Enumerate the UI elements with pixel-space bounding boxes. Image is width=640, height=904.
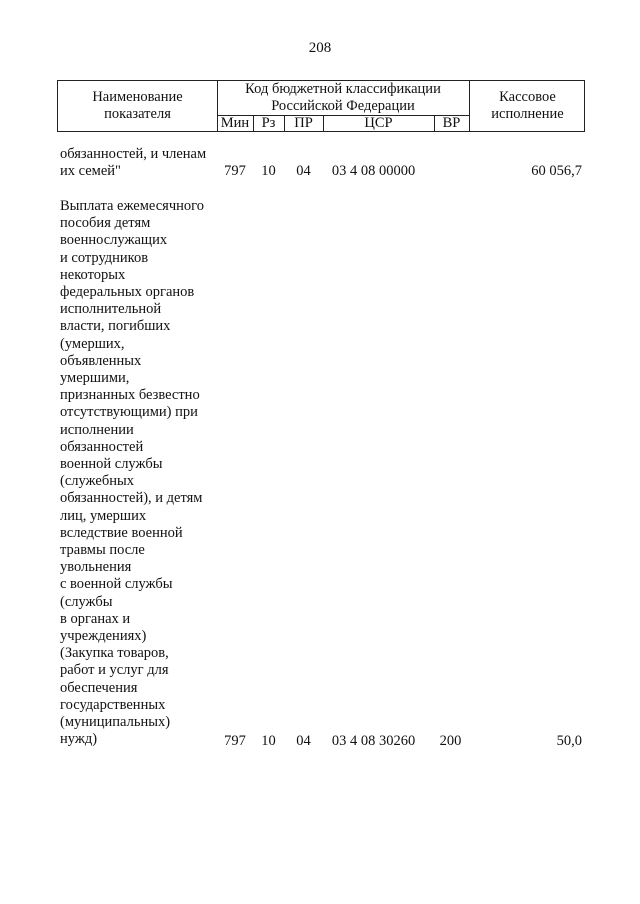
row-amount: 60 056,7: [531, 163, 582, 179]
row-name: обязанностей, и членам их семей": [60, 146, 207, 180]
table-row: [0, 146, 640, 186]
page-number: 208: [308, 40, 332, 56]
row-pr: 04: [296, 163, 311, 179]
header-name-column: Наименование показателя: [92, 89, 183, 122]
header-min: Мин: [220, 115, 250, 131]
header-rz: Рз: [261, 115, 276, 131]
header-result-column: Кассовое исполнение: [491, 89, 564, 122]
header-code-group: Код бюджетной классификации Российской Федерации: [245, 81, 441, 114]
row-amount: 50,0: [556, 733, 582, 749]
header-pr: ПР: [294, 115, 313, 131]
row-min: 797: [224, 733, 246, 749]
row-pr: 04: [296, 733, 311, 749]
row-min: 797: [224, 163, 246, 179]
row-rz: 10: [261, 733, 276, 749]
table-header: [57, 80, 585, 132]
table-row: [0, 198, 640, 758]
row-vr: 200: [439, 733, 462, 749]
row-rz: 10: [261, 163, 276, 179]
header-vr: ВР: [442, 115, 461, 131]
row-csr: 03 4 08 00000: [331, 163, 416, 179]
row-name: Выплата ежемесячного пособия детям военнослужащих и сотрудников некоторых федеральных органов исполнительной власти, погибших (умерших, объявленных умершими, признанных безвестно отсутствующими) при исполнении обязанностей военной службы (служебных обязанностей), и детям лиц, умерших вследствие военной травмы после увольнения с военной службы (службы в органах и учреждениях) (Закупка товаров, работ и услуг для обеспечения государственных (муниципальных) нужд): [60, 198, 204, 748]
header-csr: ЦСР: [364, 115, 393, 131]
row-csr: 03 4 08 30260: [331, 733, 416, 749]
